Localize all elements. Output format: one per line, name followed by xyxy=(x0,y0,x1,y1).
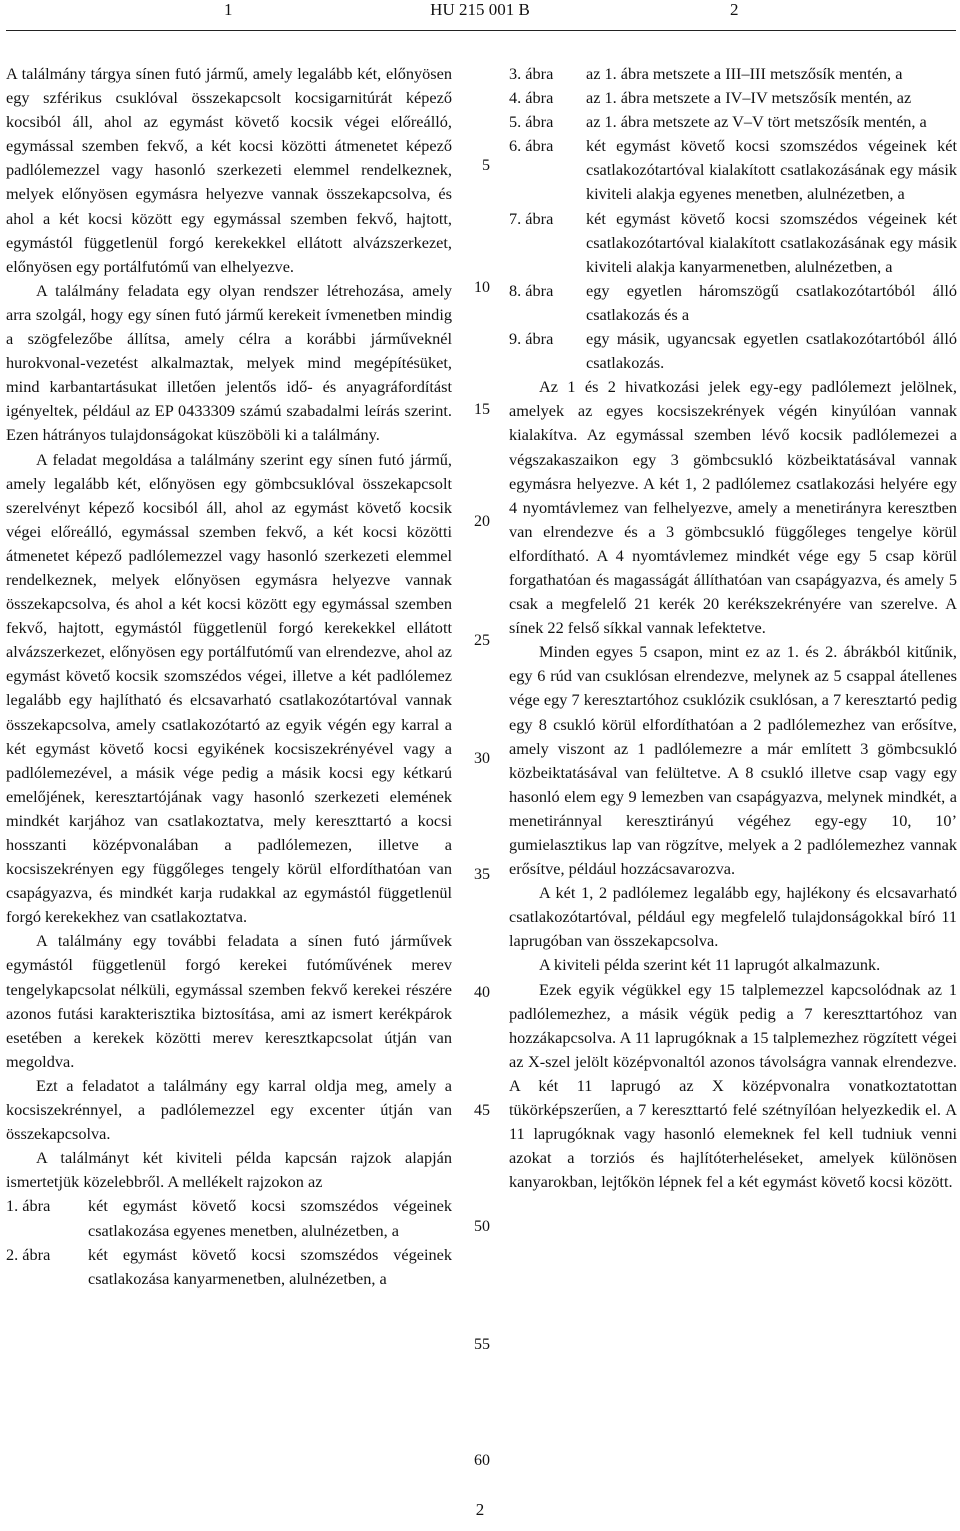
line-number: 35 xyxy=(474,866,490,883)
figure-label: 6. ábra xyxy=(509,136,554,156)
footer-page-number: 2 xyxy=(475,1500,485,1519)
publication-id: HU 215 001 B xyxy=(430,0,530,19)
figure-list-item xyxy=(509,86,957,110)
figure-label: 5. ábra xyxy=(509,112,554,132)
line-number: 60 xyxy=(474,1452,490,1469)
figure-description: két egymást követő kocsi szomszédos végeinek két csatlakozótartóval kialakított csatlakozásának egy másik kiviteli alakja egyenes menetben, alulnézetben, a xyxy=(586,136,957,204)
paragraph: A feladat megoldása a találmány szerint egy sínen futó jármű, amely legalább két, előnyösen egy gömbcsuklóval összekapcsolt szerelvényt képező kocsiból áll, ahol az egymást követő kocsik végei előreálló, egymással szemben fekvő, a két kocsi közötti átmenetet képező padlólemezzel vagy hasonló szerkezeti elemmel rendelkeznek, melyek előnyösen egymásra helyezve vannak összekapcsolva, és ahol a két kocsi között egy egymással szemben fekvő, hajtott, egymástól függetlenül forgó kerekekkel ellátott alvázszerkezet, előnyösen egy portálfutómű van elrendezve, ahol az egymást követő kocsik szomszédos végei, illetve a két padlólemez legalább egy hajlítható és elcsavarható csatlakozótartóval vannak összekapcsolva, amely csatlakozótartó az egyik végén egy karral a két egymást követő kocsi egyikének kocsiszekrényével vagy a padlólemezével, a másik vége pedig a másik kocsi egy kétkarú emelőjének, keresztartójának vagy hasonló szerkezeti elemének mindkét karjához van csatlakoztatva, mely kereszttartó a kocsi hosszanti középvonalában a padlólemezen, illetve a kocsiszekrényen egy függőleges tengely körül elfordíthatóan van csapágyazva, és mindkét karja rudakkal az egymástól függetlenül forgó kerekekhez van csatlakoztatva. xyxy=(6,449,452,927)
figure-list-item xyxy=(509,134,957,206)
line-number: 55 xyxy=(474,1336,490,1353)
line-number: 25 xyxy=(474,632,490,649)
figure-list-item xyxy=(509,279,957,327)
paragraph: A találmány tárgya sínen futó jármű, amely legalább két, előnyösen egy szférikus csuklóval összekapcsolt kocsigarnitúrát képező kocsiból áll, ahol az egymást követő kocsik végei előreálló, egymással szemben fekvő, a két kocsi közötti átmenetet képező padlólemezzel vagy hasonló szerkezeti elemmel rendelkeznek, melyek előnyösen egymásra helyezve vannak összekapcsolva, és ahol a két kocsi között egy egymással szemben fekvő, hajtott, egymástól függetlenül forgó kerekekkel ellátott alvázszerkezet, előnyösen egy portálfutómű van elhelyezve. xyxy=(6,64,452,276)
paragraph: A két 1, 2 padlólemez legalább egy, hajlékony és elcsavarható csatlakozótartóval, például egy megfelelő tulajdonságokkal bíró 11 laprugóban van összekapcsolva. xyxy=(509,883,957,951)
figure-description: két egymást követő kocsi szomszédos végeinek két csatlakozótartóval kialakított csatlakozásának egy másik kiviteli alakja kanyarmenetben, alulnézetben, a xyxy=(586,208,957,276)
line-number: 45 xyxy=(474,1102,490,1119)
paragraph: A találmány feladata egy olyan rendszer létrehozása, amely arra szolgál, hogy egy sínen futó jármű kerekeit ívmenetben mindig a szögfelezőbe állítsa, amely célra a korábbi járműveknél hurokvonal-vezetést alkalmaztak, melyek mind megépítésüket, mind karbantartásukat illetően jelentős idő- és anyagráfordítást igényeltek, például az EP 0433309 számú szabadalmi leírás szerint. Ezen hátrányos tulajdonságokat küszöböli ki a találmány. xyxy=(6,280,452,445)
figure-list-item xyxy=(509,110,957,134)
figure-label: 7. ábra xyxy=(509,208,554,228)
line-number: 10 xyxy=(474,279,490,296)
line-number: 50 xyxy=(474,1218,490,1235)
figure-label: 4. ábra xyxy=(509,88,554,108)
line-number: 5 xyxy=(482,157,490,174)
figure-description: az 1. ábra metszete a III–III metszősík mentén, a xyxy=(586,64,903,83)
figure-list-item xyxy=(6,1243,452,1291)
figure-label: 2. ábra xyxy=(6,1244,51,1264)
figure-label: 9. ábra xyxy=(509,329,554,349)
figure-label: 1. ábra xyxy=(6,1196,51,1216)
figure-description: két egymást követő kocsi szomszédos végeinek csatlakozása kanyarmenetben, alulnézetben, a xyxy=(88,1244,452,1288)
paragraph: A találmány egy további feladata a sínen futó járművek egymástól függetlenül forgó kerekei futóművének merev tengelykapcsolat nélküli, egymással szemben fekvő kerekei részére azonos futási karakterisztika biztosítása, ami az ismert kerékpárok esetében a kerekek közötti merev keresztkapcsolat útján van megoldva. xyxy=(6,931,452,1071)
page-number-left: 1 xyxy=(224,0,233,19)
figure-description: egy egyetlen háromszögű csatlakozótartóból álló csatlakozás és a xyxy=(586,280,957,324)
line-number: 20 xyxy=(474,513,490,530)
line-number: 15 xyxy=(474,401,490,418)
paragraph: Ezt a feladatot a találmány egy karral oldja meg, amely a kocsiszekrénnyel, a padlólemezzel egy excenter útján van összekapcsolva. xyxy=(6,1075,452,1144)
paragraph: Az 1 és 2 hivatkozási jelek egy-egy padlólemezt jelölnek, amelyek az egyes kocsiszekrények végén kinyúlóan vannak kialakítva. Az egymással szemben lévő kocsik padlólemezei a végszakaszaikon egy 3 gömbcsukló közbeiktatásával vannak egymásra helyezve. A két 1, 2 padlólemez csatlakozási helyére egy 4 nyomtávlemez van felhelyezve, amely a menetirányra keresztben van elrendezve és a 3 gömbcsukló függőleges tengelye körül elfordítható. A 4 nyomtávlemez mindkét vége egy 5 csap körül forgathatóan és magasságát állíthatóan van csapágyazva, és amely 5 csak a megfelelő 21 kerék 20 kerékszekrényére van szerelve. A sínek 22 felső síkkal vannak lefektetve. xyxy=(509,377,957,638)
paragraph: Minden egyes 5 csapon, mint ez az 1. és 2. ábrákból kitűnik, egy 6 rúd van csuklósan elrendezve, melynek az 5 csappal átellenes vége egy 7 keresztartóhoz csuklózik csuklósan, a 7 keresztartó pedig egy 8 csukló körül elfordíthatóan a 2 padlólemezhez van erősítve, amely viszont az 1 padlólemezre a már említett 3 gömbcsukló közbeiktatásával van felültetve. A 8 csukló illetve csap vagy egy hasonló elem egy 9 lemezben van csapágyazva, melynek mindkét, a menetiránnyal keresztirányú végéhez egy-egy 10, 10’ gumielasztikus lap van rögzítve, melyek a 2 padlólemezhez vannak erősítve, például hozzácsavarozva. xyxy=(509,642,957,879)
figure-list-item xyxy=(509,327,957,375)
figure-list-item xyxy=(509,62,957,86)
figure-description: két egymást követő kocsi szomszédos végeinek csatlakozása egyenes menetben, alulnézetben, a xyxy=(88,1196,452,1240)
header-rule xyxy=(6,30,956,31)
paragraph: A találmányt két kiviteli példa kapcsán rajzok alapján ismertetjük közelebbről. A mellékelt rajzokon az xyxy=(6,1148,452,1192)
paragraph: Ezek egyik végükkel egy 15 talplemezzel kapcsolódnak az 1 padlólemezhez, a másik végük pedig a 7 kereszttartóhoz van hozzákapcsolva. A 11 laprugóknak a 15 talplemezhez rögzített végei az X-szel jelölt középvonaltól azonos távolságra vannak elrendezve. A két 11 laprugó az X középvonalra vonatkoztatottan tükörképszerűen, a 7 kereszttartó felé szétnyílóan helyezkedik el. A 11 laprugóknak vagy hasonló elemeknek fel kell tudniuk venni azokat a torziós és hajlítóterheléseket, amelyek különösen kanyarokban, lejtőkön lépnek fel a két egymást követő kocsi között. xyxy=(509,979,957,1192)
right-column xyxy=(509,62,957,1194)
figure-description: az 1. ábra metszete a IV–IV metszősík mentén, az xyxy=(586,88,912,108)
figure-description: egy másik, ugyancsak egyetlen csatlakozótartóból álló csatlakozás. xyxy=(586,329,957,373)
line-number: 30 xyxy=(474,750,490,767)
figure-description: az 1. ábra metszete az V–V tört metszősík mentén, a xyxy=(586,112,927,132)
figure-label: 8. ábra xyxy=(509,280,554,300)
paragraph: A kiviteli példa szerint két 11 laprugót alkalmazunk. xyxy=(539,955,881,975)
figure-list-item xyxy=(509,207,957,279)
line-number: 40 xyxy=(474,984,490,1001)
page-number-right: 2 xyxy=(730,0,739,19)
figure-label: 3. ábra xyxy=(509,64,554,83)
